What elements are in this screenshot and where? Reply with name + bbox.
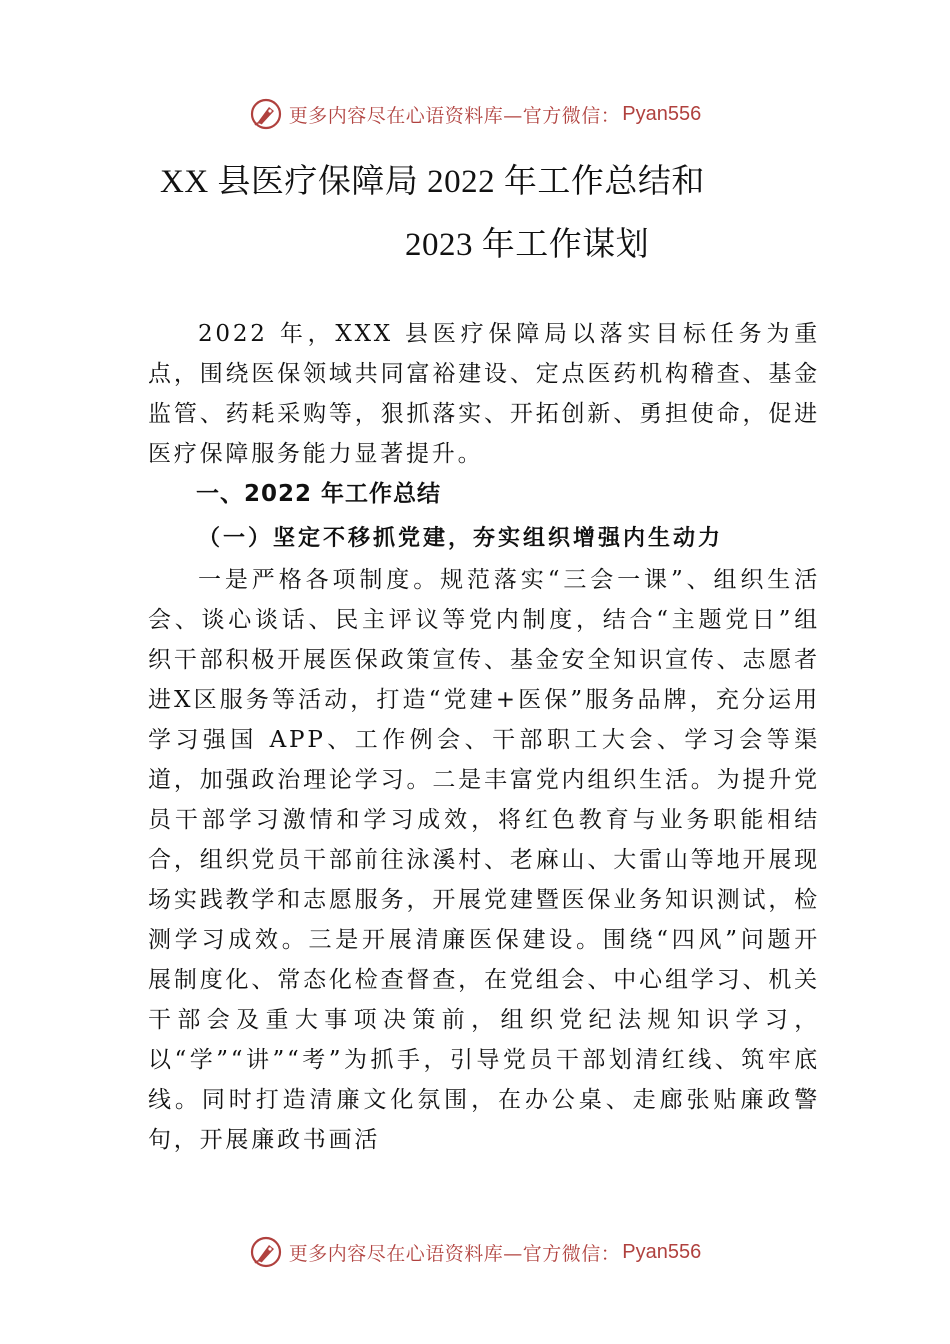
watermark-top: [0, 94, 950, 134]
intro-paragraph: 2022 年，XXX 县医疗保障局以落实目标任务为重点，围绕医保领域共同富裕建设、定点医药机构稽查、基金监管、药耗采购等，狠抓落实、开拓创新、勇担使命，促进医疗保障服务能力显著提升。: [148, 321, 820, 467]
watermark-wechat-id: Pyan556: [622, 1240, 702, 1263]
subsection-heading: （一）坚定不移抓党建，夯实组织增强内生动力: [198, 525, 724, 551]
watermark-bottom: [0, 1232, 950, 1272]
body-paragraph: 一是严格各项制度。规范落实“三会一课”、组织生活会、谈心谈话、民主评议等党内制度，结合“主题党日”组织干部积极开展医保政策宣传、基金安全知识宣传、志愿者进X区服务等活动，打造“党建+医保”服务品牌，充分运用学习强国 APP、工作例会、干部职工大会、学习会等渠道，加强政治理论学习。二是丰富党内组织生活。为提升党员干部学习激情和学习成效，将红色教育与业务职能相结合，组织党员干部前往泳溪村、老麻山、大雷山等地开展现场实践教学和志愿服务，开展党建暨医保业务知识测试，检测学习成效。三是开展清廉医保建设。围绕“四风”问题开展制度化、常态化检查督查，在党组会、中心组学习、机关干部会及重大事项决策前，组织党纪法规知识学习，以“学”“讲”“考”为抓手，引导党员干部划清红线、筑牢底线。同时打造清廉文化氛围，在办公桌、走廊张贴廉政警句，开展廉政书画活: [148, 567, 820, 1153]
watermark-text: 更多内容尽在心语资料库—官方微信：: [288, 1242, 621, 1265]
pen-nib-logo-icon: [249, 1235, 283, 1269]
document-title-line2: 2023 年工作谋划: [405, 227, 650, 263]
pen-nib-logo-icon: [249, 97, 283, 131]
document-title-line1: XX 县医疗保障局 2022 年工作总结和: [160, 164, 705, 200]
watermark-wechat-id: Pyan556: [622, 102, 702, 125]
section-heading: 一、2022 年工作总结: [196, 481, 442, 507]
watermark-text: 更多内容尽在心语资料库—官方微信：: [288, 104, 621, 127]
